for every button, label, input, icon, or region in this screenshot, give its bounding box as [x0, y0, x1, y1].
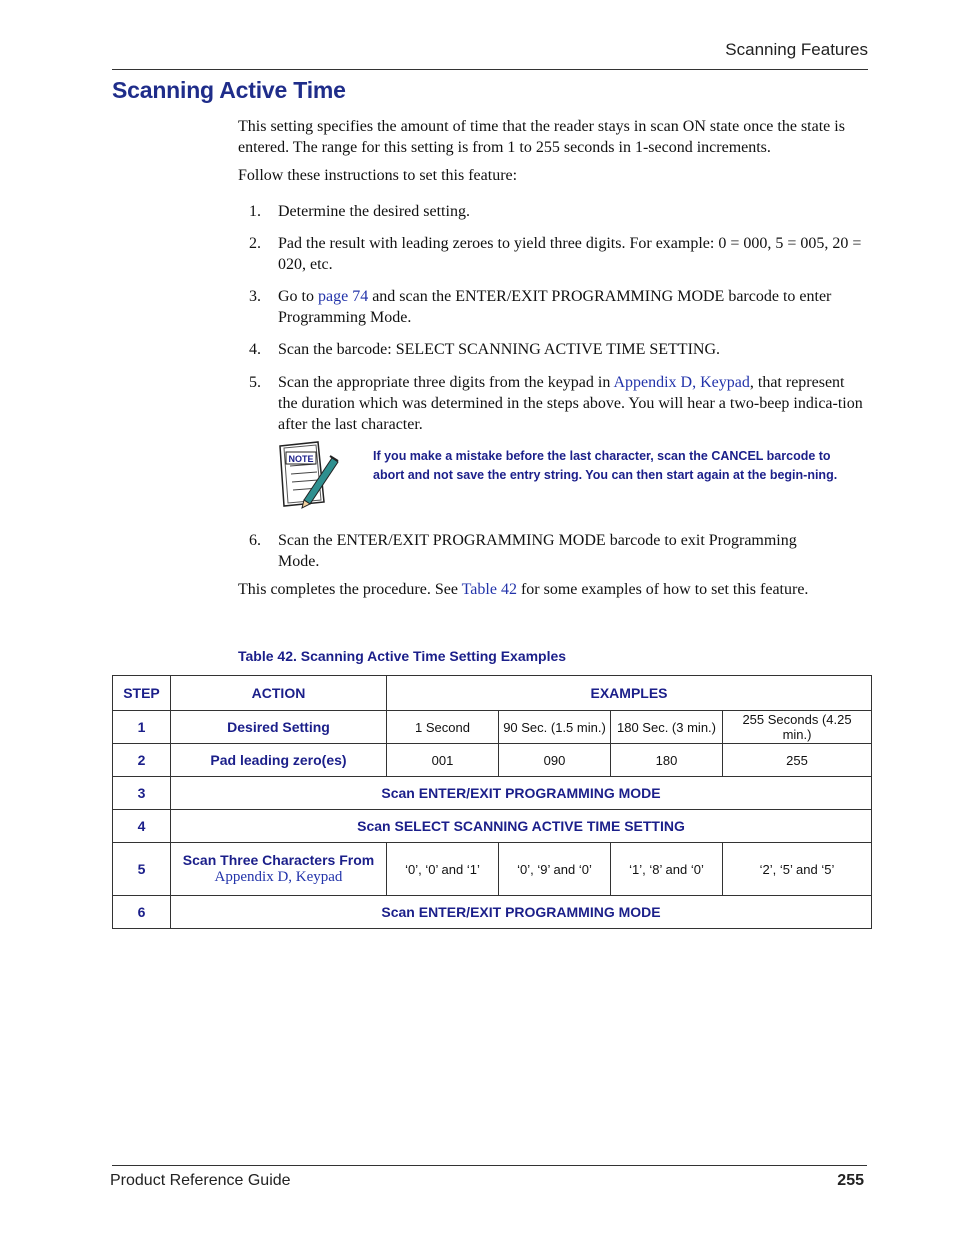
example-cell: 1 Second	[387, 711, 499, 744]
footer-rule	[112, 1165, 867, 1166]
completion-post: for some examples of how to set this feature.	[516, 581, 809, 598]
table-caption: Table 42. Scanning Active Time Setting Examples	[238, 648, 567, 664]
intro-paragraph: This setting specifies the amount of time that the reader stays in scan ON state once the state is entered. The range for this setting is from 1 to 255 seconds in 1-second increments.	[238, 118, 845, 156]
step-cell: 6	[113, 896, 171, 929]
completion-pre: This completes the procedure. See	[238, 581, 462, 598]
table-row	[113, 896, 872, 929]
step-cell: 2	[113, 744, 171, 777]
step-text: Determine the desired setting.	[278, 203, 470, 220]
step-text: Scan the ENTER/EXIT PROGRAMMING MODE barcode to exit Programming Mode.	[278, 532, 797, 570]
table-row	[113, 744, 872, 777]
header-rule	[112, 69, 868, 70]
instructions-lead: Follow these instructions to set this feature:	[238, 167, 518, 184]
step-number: 6.	[249, 532, 261, 549]
table-42-link[interactable]: Table 42	[461, 581, 517, 598]
step-cell: 3	[113, 777, 171, 810]
step-cell: 4	[113, 810, 171, 843]
span-action-cell: Scan ENTER/EXIT PROGRAMMING MODE	[171, 896, 872, 929]
action-cell: Desired Setting	[171, 711, 387, 744]
page-number: 255	[837, 1172, 864, 1189]
table-row	[113, 711, 872, 744]
step-text-post: and scan the ENTER/EXIT PROGRAMMING MODE barcode to enter Programming Mode.	[278, 288, 832, 326]
examples-table	[112, 675, 872, 929]
step-number: 5.	[249, 374, 261, 391]
span-action-cell: Scan ENTER/EXIT PROGRAMMING MODE	[171, 777, 872, 810]
span-action-cell: Scan SELECT SCANNING ACTIVE TIME SETTING	[171, 810, 872, 843]
example-cell: ‘0’, ‘9’ and ‘0’	[499, 843, 611, 896]
header-action: ACTION	[171, 676, 387, 711]
note-icon	[274, 438, 342, 510]
example-cell: ‘2’, ‘5’ and ‘5’	[723, 843, 872, 896]
section-title: Scanning Active Time	[112, 77, 346, 103]
example-cell: 90 Sec. (1.5 min.)	[499, 711, 611, 744]
example-cell: 255 Seconds (4.25 min.)	[723, 711, 872, 744]
step-text	[278, 286, 868, 328]
completion-paragraph	[238, 579, 868, 600]
step-text-pre: Go to	[278, 288, 318, 305]
appendix-d-keypad-table-link[interactable]: Appendix D, Keypad	[214, 869, 343, 885]
step-cell: 1	[113, 711, 171, 744]
note-text: If you make a mistake before the last character, scan the CANCEL barcode to abort and not save the entry string. You can then start again at the begin-ning.	[373, 449, 838, 482]
action-cell: Pad leading zero(es)	[171, 744, 387, 777]
action-cell	[171, 843, 387, 896]
table-header-row	[113, 676, 872, 711]
example-cell: 090	[499, 744, 611, 777]
example-cell: ‘1’, ‘8’ and ‘0’	[611, 843, 723, 896]
example-cell: 180	[611, 744, 723, 777]
step-cell: 5	[113, 843, 171, 896]
step-number: 4.	[249, 341, 261, 358]
page-74-link[interactable]: page 74	[318, 288, 369, 305]
example-cell: 001	[387, 744, 499, 777]
step-text: Pad the result with leading zeroes to yield three digits. For example: 0 = 000, 5 = 005, 20 = 020, etc.	[278, 235, 862, 273]
step-text	[278, 372, 866, 435]
action-text: Scan Three Characters From	[182, 852, 375, 868]
appendix-d-keypad-link[interactable]: Appendix D, Keypad	[613, 374, 750, 391]
step-number: 2.	[249, 235, 261, 252]
table-row	[113, 777, 872, 810]
step-text: Scan the barcode: SELECT SCANNING ACTIVE TIME SETTING.	[278, 341, 721, 358]
step-text-pre: Scan the appropriate three digits from the keypad in	[278, 374, 614, 391]
example-cell: 255	[723, 744, 872, 777]
running-header: Scanning Features	[725, 40, 868, 59]
table-row	[113, 810, 872, 843]
note-icon-label: NOTE	[288, 454, 314, 464]
example-cell: ‘0’, ‘0’ and ‘1’	[387, 843, 499, 896]
table-row	[113, 843, 872, 896]
example-cell: 180 Sec. (3 min.)	[611, 711, 723, 744]
header-examples: EXAMPLES	[387, 676, 872, 711]
step-text-post: , that represent the duration which was determined in the steps above. You will hear a two-beep indica-tion after the last character.	[278, 374, 863, 433]
footer-guide-title: Product Reference Guide	[110, 1172, 291, 1189]
step-number: 1.	[249, 203, 261, 220]
step-number: 3.	[249, 288, 261, 305]
header-step: STEP	[113, 676, 171, 711]
